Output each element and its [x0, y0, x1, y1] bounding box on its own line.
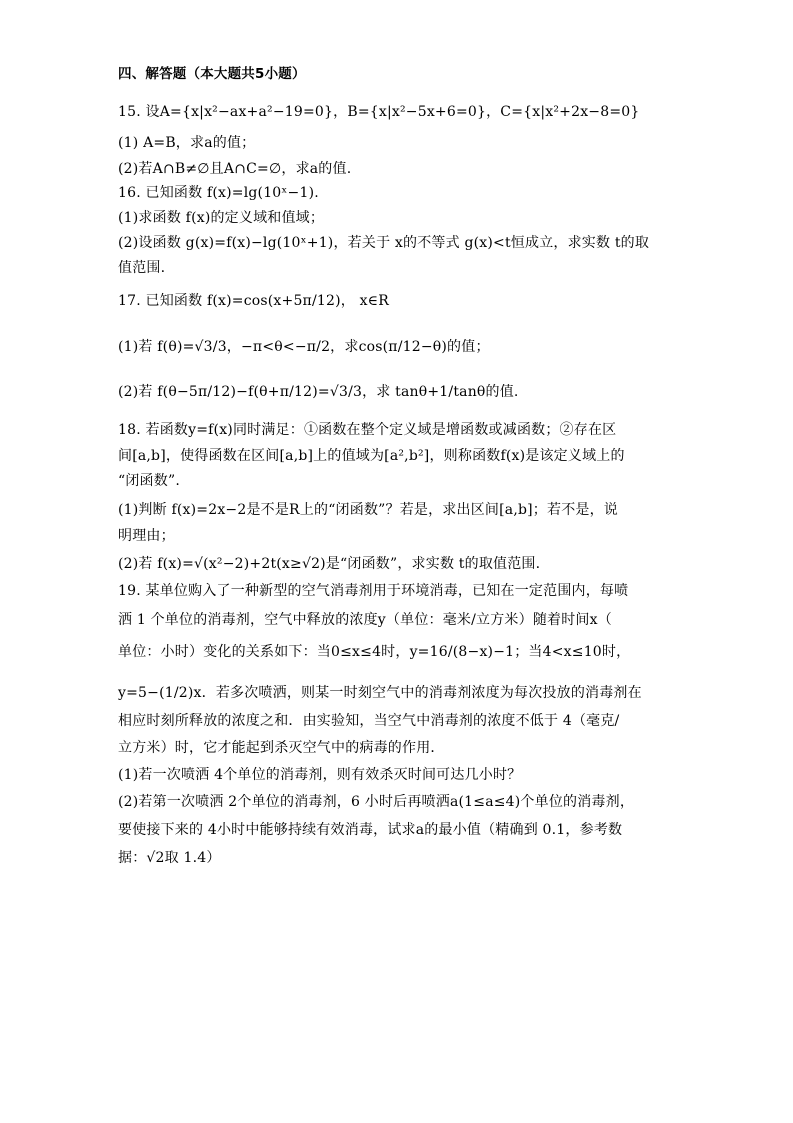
problem-18-statement-cont-2: “闭函数”.	[118, 473, 180, 489]
problem-19-statement-cont-2: 单位：小时）变化的关系如下：当0≤x≤4时，y=16/(8−x)−1；当4<x≤10时，	[118, 644, 631, 660]
problem-18-part-1-cont: 明理由；	[118, 528, 175, 544]
problem-18-statement: 18. 若函数y=f(x)同时满足：①函数在整个定义域是增函数或减函数；②存在区	[118, 422, 617, 438]
problem-15-part-2: (2)若A∩B≠∅且A∩C=∅，求a的值.	[118, 161, 352, 177]
problem-19-part-2-cont-2: 据：√2取 1.4）	[118, 850, 221, 866]
problem-15-part-1: (1) A=B，求a的值；	[118, 135, 256, 151]
problem-19-statement-cont-4: 相应时刻所释放的浓度之和．由实验知，当空气中消毒剂的浓度不低于 4（毫克/	[118, 713, 620, 729]
problem-19-statement-cont-5: 立方米）时，它才能起到杀灭空气中的病毒的作用．	[118, 740, 445, 756]
problem-15-statement: 15. 设A={x|x²−ax+a²−19=0}，B={x|x²−5x+6=0}，C={x|x²+2x−8=0}	[118, 104, 640, 120]
section-heading: 四、解答题（本大题共5小题）	[118, 66, 306, 82]
problem-19-part-2-cont-1: 要使接下来的 4小时中能够持续有效消毒，试求a的最小值（精确到 0.1，参考数	[118, 822, 623, 838]
problem-19-statement-cont-1: 洒 1 个单位的消毒剂，空气中释放的浓度y（单位：毫米/立方米）随着时间x（	[118, 612, 612, 628]
problem-17-part-1: (1)若 f(θ)=√3/3，−π<θ<−π/2，求cos(π/12−θ)的值；	[118, 339, 490, 355]
problem-16-part-1: (1)求函数 f(x)的定义域和值域；	[118, 210, 325, 226]
problem-19-statement-cont-3: y=5−(1/2)x．若多次喷洒，则某一时刻空气中的消毒剂浓度为每次投放的消毒剂在	[118, 685, 642, 701]
problem-16-part-2: (2)设函数 g(x)=f(x)−lg(10ˣ+1)，若关于 x的不等式 g(x)<t恒成立，求实数 t的取	[118, 235, 650, 251]
problem-19-part-1: (1)若一次喷洒 4个单位的消毒剂，则有效杀灭时间可达几小时？	[118, 767, 522, 783]
problem-18-part-2: (2)若 f(x)=√(x²−2)+2t(x≥√2)是“闭函数”，求实数 t的取值范围.	[118, 556, 541, 572]
problem-16-statement: 16. 已知函数 f(x)=lg(10ˣ−1).	[118, 185, 319, 201]
problem-16-part-2-cont: 值范围.	[118, 260, 166, 276]
problem-18-statement-cont-1: 间[a,b]，使得函数在区间[a,b]上的值域为[a²,b²]，则称函数f(x)是该定义域上的	[118, 448, 625, 464]
problem-19-statement: 19. 某单位购入了一种新型的空气消毒剂用于环境消毒，已知在一定范围内，每喷	[118, 583, 629, 599]
problem-18-part-1: (1)判断 f(x)=2x−2是不是R上的“闭函数”？若是，求出区间[a,b]；若不是，说	[118, 502, 618, 518]
problem-17-part-2: (2)若 f(θ−5π/12)−f(θ+π/12)=√3/3，求 tanθ+1/tanθ的值.	[118, 384, 519, 400]
problem-19-part-2: (2)若第一次喷洒 2个单位的消毒剂，6 小时后再喷洒a(1≤a≤4)个单位的消毒剂，	[118, 794, 635, 810]
problem-17-statement: 17. 已知函数 f(x)=cos(x+5π/12)， x∈R	[118, 293, 389, 309]
